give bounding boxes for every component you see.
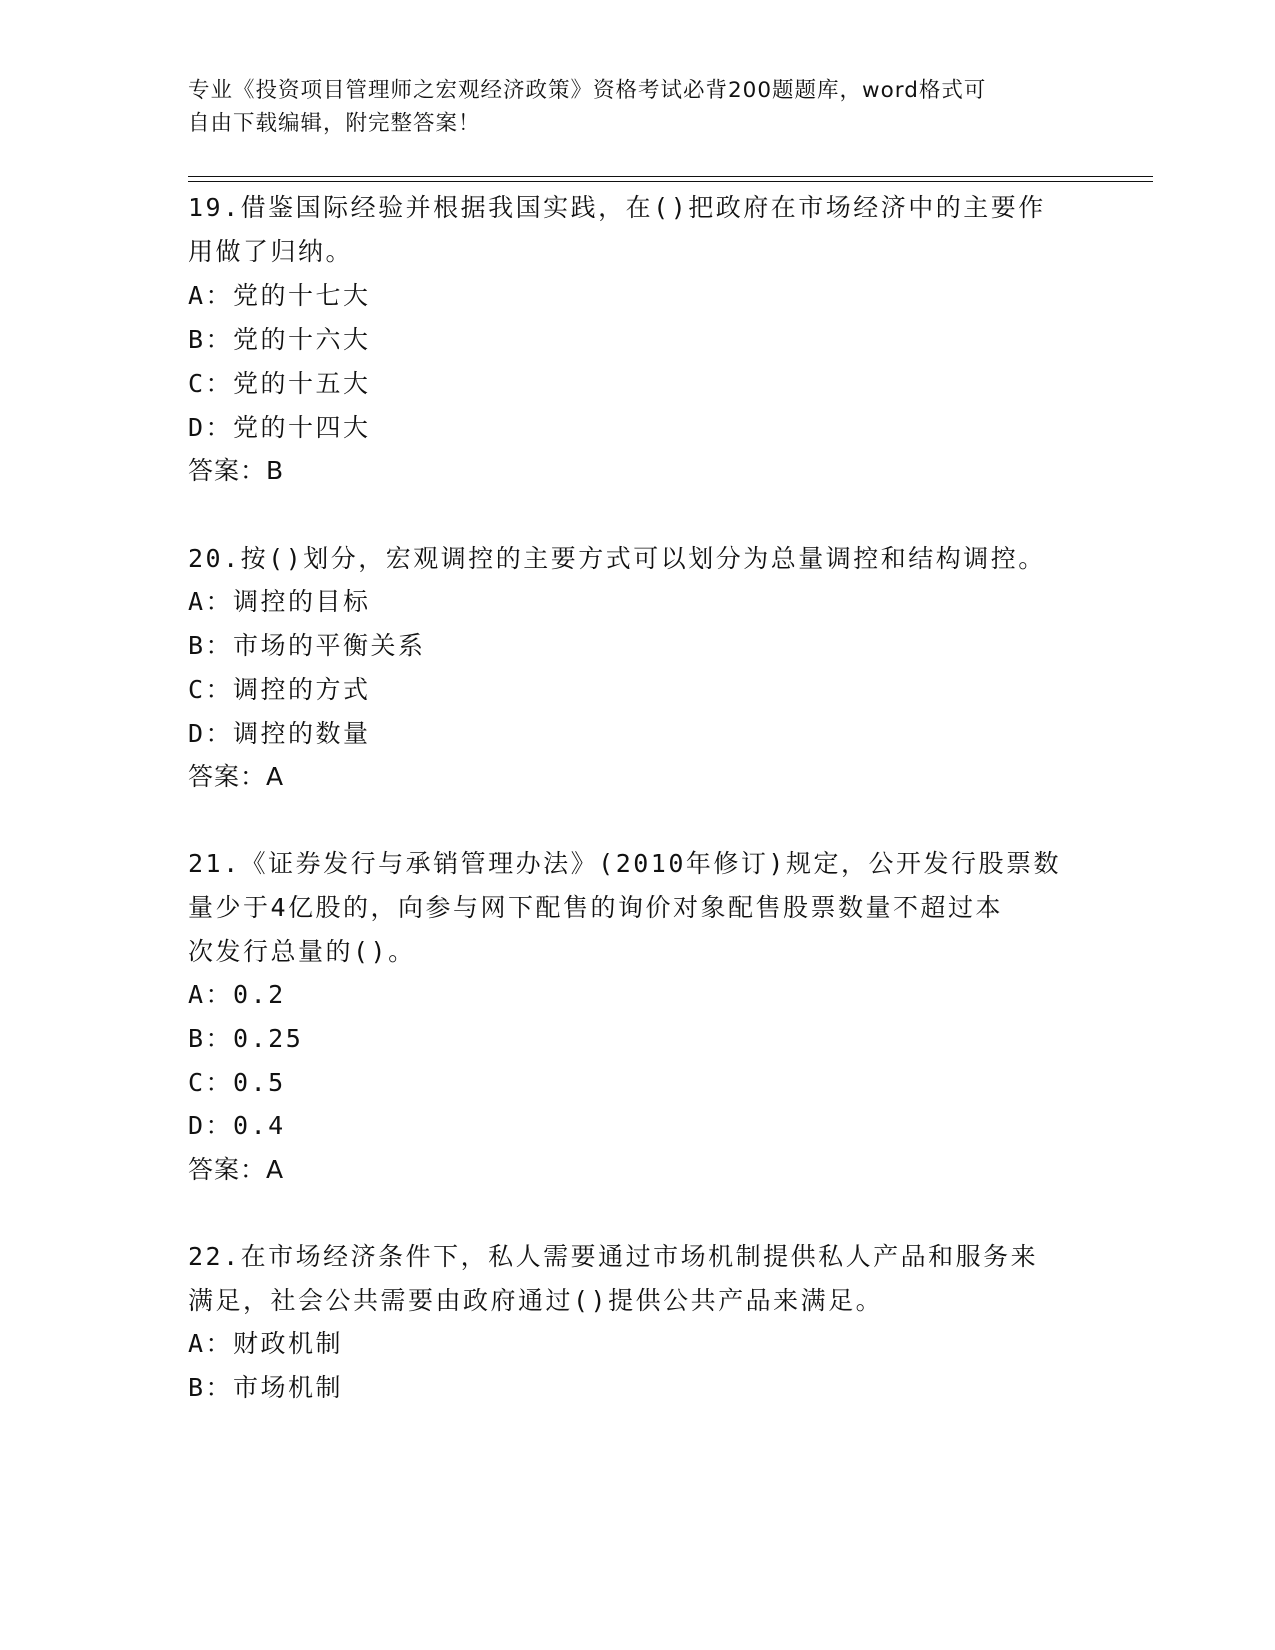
option-c: C：调控的方式 <box>188 675 371 704</box>
header-divider-top <box>188 176 1153 177</box>
header-line-1: 专业《投资项目管理师之宏观经济政策》资格考试必背200题题库，word格式可 <box>188 78 987 103</box>
question-stem-line: 量少于4亿股的，向参与网下配售的询价对象配售股票数量不超过本 <box>188 893 1004 922</box>
option-b: B：党的十六大 <box>188 325 371 354</box>
question-stem-line: 满足，社会公共需要由政府通过()提供公共产品来满足。 <box>188 1286 884 1315</box>
question-stem-line: 20.按()划分，宏观调控的主要方式可以划分为总量调控和结构调控。 <box>188 544 1046 573</box>
document-header <box>188 74 1088 140</box>
question-stem-line: 21.《证券发行与承销管理办法》(2010年修订)规定，公开发行股票数 <box>188 849 1061 878</box>
option-b: B：0.25 <box>188 1024 304 1053</box>
question-stem-line: 19.借鉴国际经验并根据我国实践，在()把政府在市场经济中的主要作 <box>188 193 1046 222</box>
option-d: D：0.4 <box>188 1111 286 1140</box>
header-line-2: 自由下载编辑，附完整答案！ <box>188 111 481 136</box>
answer: 答案：A <box>188 762 285 791</box>
question-stem-line: 用做了归纳。 <box>188 237 354 266</box>
question-stem-line: 22.在市场经济条件下，私人需要通过市场机制提供私人产品和服务来 <box>188 1242 1039 1271</box>
header-divider-bottom <box>188 181 1153 182</box>
answer: 答案：B <box>188 456 285 485</box>
question-stem-line: 次发行总量的()。 <box>188 937 416 966</box>
option-b: B：市场的平衡关系 <box>188 631 426 660</box>
option-a: A：党的十七大 <box>188 281 371 310</box>
option-c: C：0.5 <box>188 1068 286 1097</box>
option-c: C：党的十五大 <box>188 369 371 398</box>
option-b: B：市场机制 <box>188 1373 344 1402</box>
answer: 答案：A <box>188 1155 285 1184</box>
option-a: A：调控的目标 <box>188 587 371 616</box>
option-d: D：党的十四大 <box>188 413 371 442</box>
option-d: D：调控的数量 <box>188 719 371 748</box>
option-a: A：0.2 <box>188 980 286 1009</box>
option-a: A：财政机制 <box>188 1329 344 1358</box>
